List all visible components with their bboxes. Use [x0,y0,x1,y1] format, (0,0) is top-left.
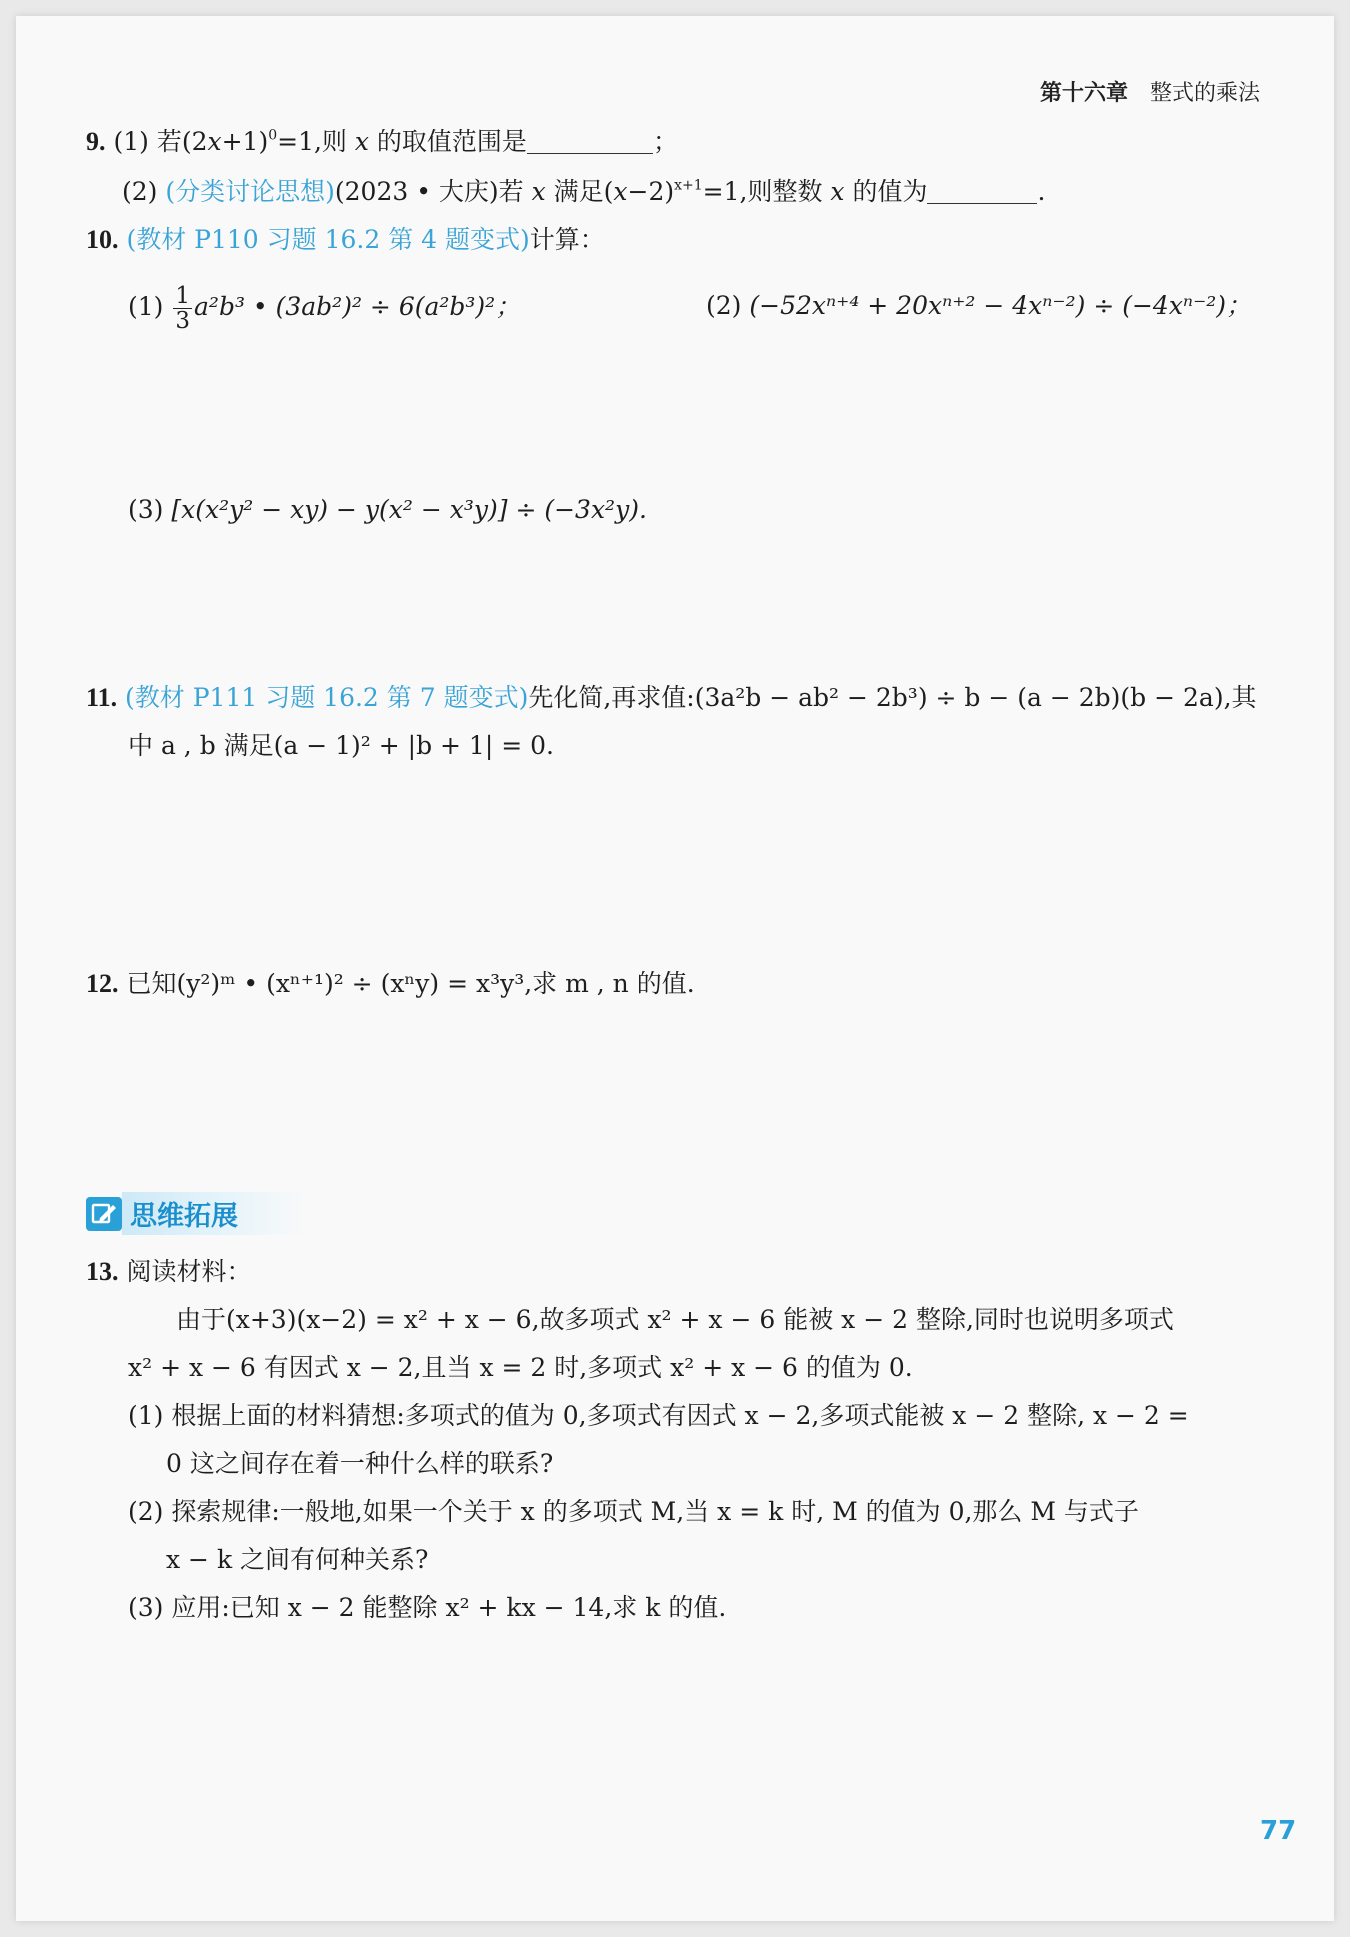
question-11-line-1 [86,680,1257,716]
material-line-1 [176,1302,1174,1338]
question-9-part-1: 9. (1) 若$(2x+1)^0=1$,则 x 的取值范围是 ； [86,127,678,156]
text: 已知(y²)ᵐ • (xⁿ⁺¹)² ÷ (xⁿy) = x³y³,求 m , n 的值. [126,969,695,998]
text: 先化简,再求值:(3a²b − ab² − 2b³) ÷ b − (a − 2b)(b − 2a),其 [528,683,1257,712]
fraction [173,284,192,333]
question-13-part-3 [128,1590,726,1626]
text: 满足( [545,177,614,206]
text: 中 a , b 满足(a − 1)² + |b + 1| = 0. [128,731,554,760]
text: 由于(x+3)(x−2) = x² + x − 6,故多项式 x² + x − 6 能被 x − 2 整除,同时也说明多项式 [176,1305,1174,1334]
question-10-part-2 [706,288,1251,324]
page [16,16,1334,1921]
text: (2) [122,177,166,206]
part-label: (3) [128,495,164,524]
expression: (−52xⁿ⁺⁴ + 20xⁿ⁺² − 4xⁿ⁻²) ÷ (−4xⁿ⁻²)； [749,291,1252,320]
question-number: 11. [86,683,118,712]
text: (1) 根据上面的材料猜想:多项式的值为 0,多项式有因式 x − 2,多项式能被 x − 2 整除, x − 2 = [128,1401,1189,1430]
question-number: 10. [86,225,119,254]
chapter-label: 第十六章 [1040,81,1129,106]
expression: [x(x²y² − xy) − y(x² − x³y)] ÷ (−3x²y). [171,495,647,524]
text: −2) [627,177,675,206]
page-number: 77 [1260,1816,1297,1846]
material-line-2 [128,1350,913,1386]
expression: a²b³ • (3ab²)² ÷ 6(a²b³)²； [194,292,521,321]
question-number: 12. [86,969,119,998]
question-number: 9. [86,127,106,156]
question-12 [86,966,695,1002]
question-10-header [86,222,605,258]
text: 的取值范围是 [368,127,527,156]
question-13-part-1-line-2 [166,1446,553,1482]
question-13-part-2-line-1 [128,1494,1139,1530]
pencil-icon [86,1197,122,1231]
question-10-part-3 [128,492,647,528]
text: ； [652,127,678,156]
exponent: x+1 [674,177,703,194]
question-13-part-2-line-2 [166,1542,428,1578]
question-10-part-1 [128,284,520,333]
text: 阅读材料： [126,1257,252,1286]
answer-blank[interactable] [527,127,653,154]
question-9-part-2: (2) (分类讨论思想)(2023 • 大庆)若 x 满足$(x-2)^{x+1}=1$,则整数 x 的值为 . [122,177,1046,206]
part-label: (2) [706,291,742,320]
question-number: 13. [86,1257,119,1286]
text: x − k 之间有何种关系? [166,1545,429,1574]
text: x² + x − 6 有因式 x − 2,且当 x = 2 时,多项式 x² + x − 6 的值为 0. [128,1353,913,1382]
source-tag: (教材 P110 习题 16.2 第 4 题变式) [126,225,530,254]
text: (2023 • 大庆)若 [334,177,532,206]
section-header [86,1192,308,1235]
denominator: 3 [175,308,191,334]
text: (1) 若(2 [113,127,208,156]
text: =1,则 [277,127,355,156]
numerator: 1 [175,283,191,309]
text: =1,则整数 [702,177,831,206]
exponent: 0 [268,127,278,144]
text: (2) 探索规律:一般地,如果一个关于 x 的多项式 M,当 x = k 时, M 的值为 0,那么 M 与式子 [128,1497,1139,1526]
page-header [1040,76,1260,107]
text: 0 这之间存在着一种什么样的联系? [166,1449,554,1478]
text: . [1037,177,1046,206]
question-11-line-2 [128,728,554,764]
text: 的值为 [844,177,928,206]
source-tag: (分类讨论思想) [165,177,335,206]
part-label: (1) [128,292,164,321]
question-13-title [86,1254,251,1290]
answer-blank[interactable] [927,177,1037,204]
section-title: 思维拓展 [122,1192,308,1235]
question-title: 计算： [529,225,605,254]
text: (3) 应用:已知 x − 2 能整除 x² + kx − 14,求 k 的值. [128,1593,727,1622]
chapter-title: 整式的乘法 [1150,81,1261,106]
text: +1) [221,127,269,156]
source-tag: (教材 P111 习题 16.2 第 7 题变式) [125,683,529,712]
question-13-part-1-line-1 [128,1398,1189,1434]
